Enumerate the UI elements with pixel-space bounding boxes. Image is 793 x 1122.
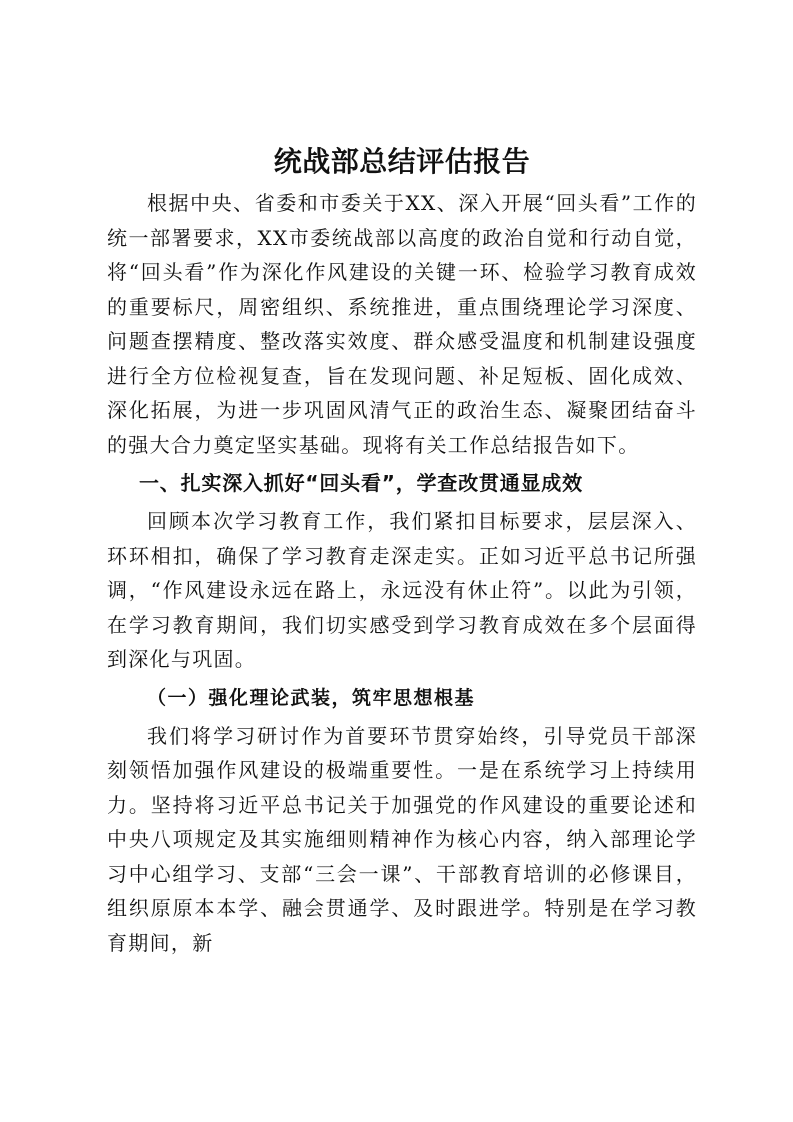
section-1-paragraph: 回顾本次学习教育工作，我们紧扣目标要求，层层深入、环环相扣，确保了学习教育走深走实。正如习近平总书记所强调，“作风建设永远在路上，永远没有休止符”。以此为引领，在学习教育期间，我们切实感受到学习教育成效在多个层面得到深化与巩固。 (107, 509, 697, 671)
section-heading-1: 一、扎实深入抓好“回头看”，学查改贯通显成效 (139, 471, 583, 495)
subsection-1-paragraph: 我们将学习研讨作为首要环节贯穿始终，引导党员干部深刻领悟加强作风建设的极端重要性。一是在系统学习上持续用力。坚持将习近平总书记关于加强党的作风建设的重要论述和中央八项规定及其实施细则精神作为核心内容，纳入部理论学习中心组学习、支部“三会一课”、干部教育培训的必修课目，组织原原本本学、融会贯通学、及时跟进学。特别是在学习教育期间，新 (107, 723, 697, 955)
subsection-heading-1: （一）强化理论武装，筑牢思想根基 (147, 686, 476, 709)
page-title: 统战部总结评估报告 (273, 145, 531, 178)
document-body (107, 138, 697, 960)
intro-paragraph: 根据中央、省委和市委关于XX、深入开展“回头看”工作的统一部署要求，XX市委统战部以高度的政治自觉和行动自觉，将“回头看”作为深化作风建设的关键一环、检验学习教育成效的重要标尺，周密组织、系统推进，重点围绕理论学习深度、问题查摆精度、整改落实效度、群众感受温度和机制建设强度进行全方位检视复查，旨在发现问题、补足短板、固化成效、深化拓展，为进一步巩固风清气正的政治生态、凝聚团结奋斗的强大合力奠定坚实基础。现将有关工作总结报告如下。 (107, 191, 697, 457)
